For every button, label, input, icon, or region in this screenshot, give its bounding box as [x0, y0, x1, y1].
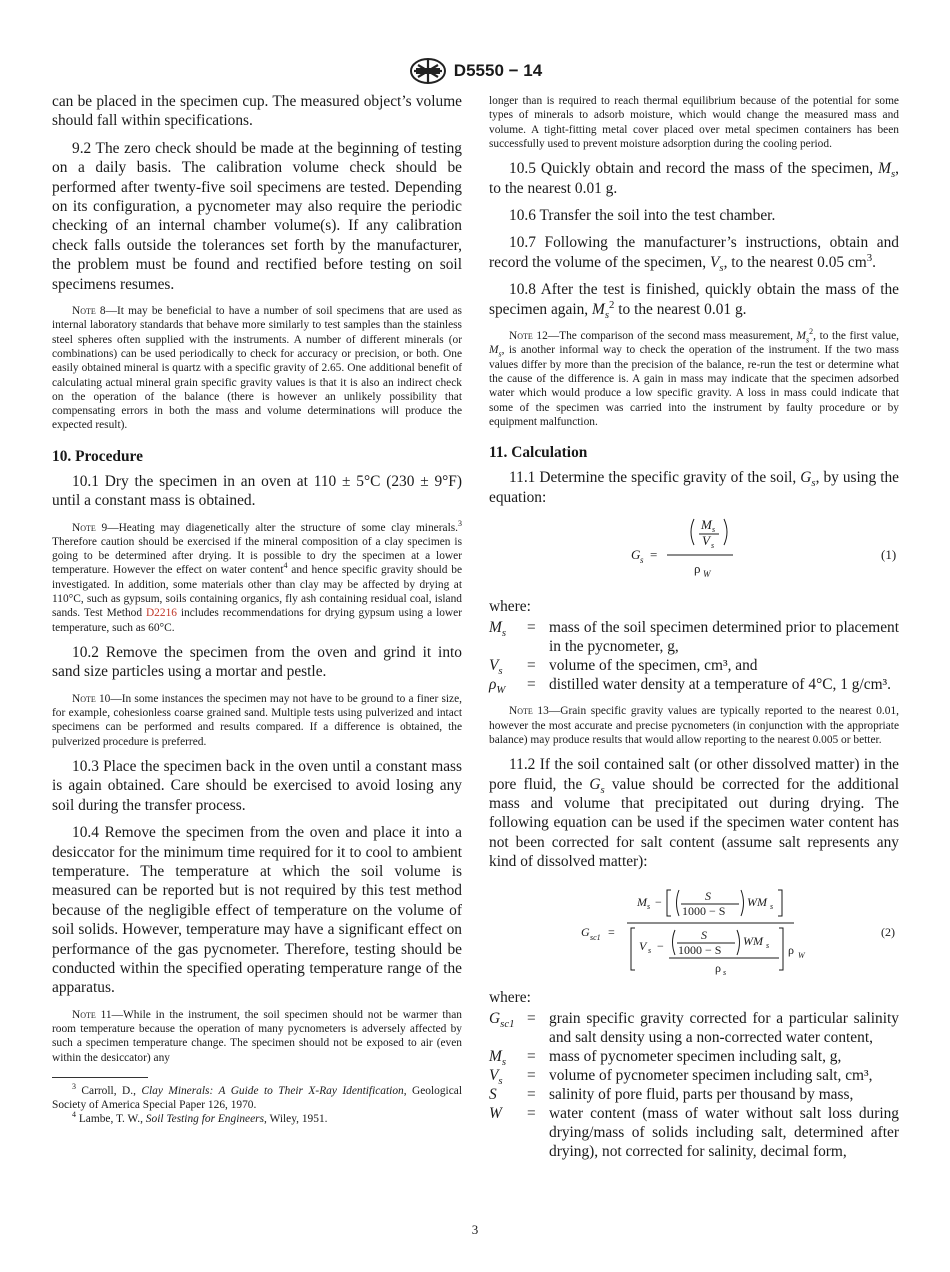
- definition-equals: =: [527, 619, 536, 637]
- paragraph-continued: can be placed in the specimen cup. The measured object’s volume should fall within specifications.: [52, 93, 462, 130]
- definition-text: volume of pycnometer specimen including salt, cm³,: [549, 1067, 873, 1085]
- definition-symbol-main: V: [489, 657, 499, 675]
- eq1-rho: ρ: [694, 560, 701, 576]
- note-12-text-b: , to the first value,: [813, 330, 899, 343]
- eq2-equals: =: [608, 924, 615, 939]
- footnote-4-title: Soil Testing for Engineers: [145, 1112, 265, 1125]
- symbol-M: M: [796, 330, 807, 343]
- equation-2: [489, 878, 899, 982]
- eq2-num-S: S: [705, 888, 711, 903]
- eq1-V-sub: s: [711, 540, 715, 550]
- section-10-8-text-b: to the nearest 0.01 g.: [614, 300, 747, 318]
- definition-text: volume of the specimen, cm³, and: [549, 657, 758, 675]
- definition-equals: =: [527, 1048, 536, 1066]
- section-11-1: [489, 468, 899, 507]
- section-10-3: 10.3 Place the specimen back in the oven until a constant mass is again obtained. Care should be exercised to avoid losing any soil during the transfer process.: [52, 757, 462, 814]
- definition-equals: =: [527, 1010, 536, 1028]
- symbol-G: G: [800, 469, 812, 487]
- note-11: [52, 1008, 462, 1065]
- definition-symbol-sub: s: [498, 1075, 503, 1088]
- section-10-2: 10.2 Remove the specimen from the oven and grind it into sand size particles using a mortar and pestle.: [52, 643, 462, 681]
- eq1-G-sub: s: [640, 554, 644, 565]
- definition-symbol-sub: W: [496, 684, 506, 697]
- section-10-6: 10.6 Transfer the soil into the test chamber.: [509, 207, 776, 224]
- definition-symbol: [489, 1009, 527, 1047]
- section-10-7-text-b: , to the nearest 0.05 cm: [723, 253, 867, 271]
- eq2-num-WM-sub: s: [770, 901, 774, 911]
- definition-symbol-main: S: [489, 1086, 497, 1104]
- section-10-7-text-a: 10.7 Following the manufacturer’s instructions, obtain and record the volume of the specimen,: [489, 234, 899, 271]
- note-13: [489, 704, 899, 747]
- definition-symbol: [489, 1047, 527, 1069]
- note-10-label: Note 10: [72, 692, 111, 705]
- definition-row: [489, 1047, 899, 1066]
- footnote-4: [52, 1112, 462, 1126]
- symbol-sub-s: s: [806, 335, 810, 345]
- eq2-den-V-sub: s: [648, 945, 652, 955]
- eq2-den-WM-sub: s: [766, 940, 770, 950]
- eq2-den-denominator: 1000 − S: [678, 942, 722, 957]
- definition-symbol: [489, 656, 527, 678]
- definition-row: [489, 1085, 899, 1104]
- equation-1-number: (1): [881, 546, 897, 562]
- note-11-text: —While in the instrument, the soil specimen should not be warmer than room temperature because the operation of many pycnometers is adversely affected by such a specimen temperature change. The specimen should not be exposed to air (even within the desiccator) any: [52, 1008, 462, 1064]
- section-11-1-text-a: 11.1 Determine the specific gravity of the soil,: [509, 469, 801, 487]
- section-10-5-text-b: , to the nearest 0.01 g.: [489, 160, 899, 197]
- note-10-text: —In some instances the specimen may not have to be ground to a finer size, for example, cohesionless coarse grained sand. Multiple tests using pulverized and intact specimens can be performed and results compared. If a difference is obtained, the pulverized procedure is preferred.: [52, 692, 463, 748]
- equation-1-figure: [489, 513, 899, 591]
- eq2-num-M-sub: s: [647, 901, 651, 911]
- section-10-7: 10.7 Following the manufacturer’s instructions, obtain and record the volume of the specimen, $V_s$, to the nearest 0.05 $cm^3$.: [489, 234, 899, 274]
- eq2-rho-w-sub: W: [798, 950, 805, 960]
- symbol-sub-s: s: [600, 783, 605, 796]
- section-11-2: [489, 755, 899, 871]
- footnote-3-source: , Geological Society of America Special Paper 126, 1970.: [52, 1084, 462, 1111]
- definition-row: [489, 1066, 899, 1085]
- definition-text: grain specific gravity corrected for a particular salinity and salt density using a non-corrected water content,: [549, 1010, 899, 1047]
- definition-equals: =: [527, 1105, 536, 1123]
- note-11-label: Note 11: [72, 1008, 112, 1021]
- symbol-definitions-2: [489, 1009, 899, 1161]
- footnote-4-number: 4: [72, 1110, 76, 1120]
- equation-2-figure: [489, 878, 899, 982]
- symbol-G: G: [589, 775, 601, 793]
- note-8: [52, 304, 462, 433]
- note-9-label: Note 9: [72, 521, 108, 534]
- footnote-3: [52, 1084, 462, 1112]
- section-10-8-text-a: 10.8 After the test is finished, quickly obtain the mass of the specimen again,: [489, 281, 899, 318]
- section-9-2: 9.2 The zero check should be made at the beginning of testing on a daily basis. The calibration volume check should be performed after twenty-five soil specimens are tested. Depending on its configuration, a pycnometer may also require the periodic checking of an internal chamber volume(s). If any calibration check falls outside the tolerances set forth by the manufacturer, the problem must be found and rectified before testing on soil specimens resumes.: [52, 139, 462, 293]
- definition-text: water content (mass of water without salt loss during drying/mass of solids including salt, determined after drying), not corrected for salinity, decimal form,: [549, 1105, 899, 1161]
- eq1-rho-sub: W: [703, 568, 711, 579]
- definition-row: [489, 618, 899, 656]
- definition-symbol: [489, 618, 527, 656]
- section-10-8: 10.8 After the test is finished, quickly obtain the mass of the specimen again, $M_s^2$ to the nearest 0.01 g.: [489, 281, 899, 321]
- footnote-divider: [52, 1077, 148, 1078]
- eq1-equals: =: [650, 546, 658, 562]
- definition-text: mass of the soil specimen determined prior to placement in the pycnometer, g,: [549, 619, 899, 656]
- equation-1: [489, 513, 899, 591]
- eq2-den-rho: ρ: [715, 960, 721, 975]
- definition-text: salinity of pore fluid, parts per thousand by mass,: [549, 1086, 854, 1104]
- definition-equals: =: [527, 676, 536, 694]
- definition-symbol-main: V: [489, 1067, 499, 1085]
- symbol-sub-s: s: [890, 168, 896, 181]
- astm-logo-icon: [408, 57, 448, 85]
- section-11-2-text-b: value should be corrected for the additional mass and volume that precipitated out during drying. The following equation can be used if the specimen water content has not been corrected for salt content (assume salt represents any kind of dissolved matter):: [489, 775, 900, 871]
- symbol-definitions-1: [489, 618, 899, 697]
- eq1-M: M: [701, 516, 712, 532]
- eq1-M-sub: s: [712, 524, 716, 534]
- document-id: D5550 − 14: [453, 61, 543, 80]
- footnote-4-source: , Wiley, 1951.: [264, 1112, 328, 1125]
- eq2-den-V: V: [639, 938, 647, 953]
- definition-symbol-main: M: [489, 619, 502, 637]
- footnote-ref-3[interactable]: 3: [458, 518, 462, 528]
- note-12-text-c: , is another informal way to check the operation of the instrument. If the two mass values differ by more than the precision of the balance, re-run the test or determine what the cause of the difference is. A gain in mass may indicate that the specimen adsorbed water which would produce a low specific gravity. A loss in mass could indicate that some of the specimen was carried into the instrument by faulty procedure or by equipment malfunction.: [489, 344, 899, 428]
- note-13-text: —Grain specific gravity values are typically reported to the nearest 0.01, however the most accurate and precise pycnometers (in conjunction with the appropriate balance) may produce results that would allow reporting to the nearest 0.005 or better.: [489, 705, 899, 746]
- symbol-sub-s: s: [719, 261, 724, 274]
- footnote-ref-4[interactable]: 4: [283, 561, 288, 571]
- symbol-V: V: [709, 253, 720, 271]
- definition-symbol-main: W: [489, 1105, 502, 1123]
- footnote-3-number: 3: [72, 1082, 76, 1092]
- definition-text: mass of pycnometer specimen including salt, g,: [549, 1048, 842, 1066]
- symbol-sub-s: s: [604, 308, 610, 321]
- eq2-G-sub: sc1: [590, 932, 601, 942]
- symbol-sub-s: s: [498, 349, 502, 359]
- definition-symbol-sub: s: [498, 665, 503, 678]
- note-9-text-a: —Heating may diagenetically alter the structure of some clay minerals.: [107, 521, 459, 534]
- section-11-2-text-a: 11.2 If the soil contained salt (or other dissolved matter) in the pore fluid, the: [489, 756, 899, 793]
- where-label-2: where:: [489, 988, 531, 1006]
- section-11-1-text-b: , by using the equation:: [489, 469, 900, 506]
- definition-row: [489, 656, 899, 675]
- definition-symbol: [489, 1104, 527, 1161]
- definition-equals: =: [527, 1067, 536, 1085]
- definition-symbol: [489, 675, 527, 697]
- note-9-text-d: includes recommendations for drying gypsum using a lower temperature, such as 60°C.: [52, 607, 462, 634]
- note-12-text-a: —The comparison of the second mass measurement,: [547, 330, 797, 343]
- note-8-text: —It may be beneficial to have a number of soil specimens that are used as internal laboratory standards that behave more similarly to test samples than the stainless steel spheres often supplied with the instruments. A number of different minerals (or combinations) can be used periodically to check for accuracy or precision, or both. One easily obtained mineral is quartz with a specific gravity of 2.65. One additional benefit of calculating actual mineral grain specific gravity values is that it is also an indirect check on the operation of the balance (there is however an unlikely possibility that compensating errors in both the mass and volume determinations will produce the expected result).: [52, 305, 462, 432]
- section-10-5: [489, 159, 899, 198]
- eq2-rho-w: ρ: [788, 942, 794, 957]
- definition-row: [489, 675, 899, 694]
- section-10-5-text-a: 10.5 Quickly obtain and record the mass of the specimen,: [509, 160, 879, 178]
- eq2-num-M: M: [637, 894, 647, 909]
- definition-symbol: [489, 1085, 527, 1104]
- eq2-den-S: S: [701, 927, 707, 942]
- definition-symbol-main: ρ: [489, 676, 497, 694]
- definition-symbol-main: M: [489, 1048, 502, 1066]
- equation-2-number: (2): [881, 924, 895, 939]
- symbol-M: M: [878, 160, 891, 178]
- eq1-V: V: [702, 532, 710, 548]
- eq2-den-rho-sub: s: [723, 967, 727, 977]
- symbol-M: M: [489, 344, 499, 357]
- eq2-num-minus: −: [655, 894, 662, 909]
- note-9: [52, 518, 462, 635]
- note-12-label: Note 12: [509, 330, 548, 343]
- definition-equals: =: [527, 1086, 536, 1104]
- note-12: Note 12—The comparison of the second mass measurement, $M_s^2$, to the first value, $M_s$, is another informal way to check the operation of the instrument. If the two mass values differ by more than the precision of the balance, re-run the test or determine what the cause of the difference is. A gain in mass may indicate that the specimen adsorbed water which would produce a low specific gravity. A loss in mass could indicate that some of the specimen was carried into the instrument by faulty procedure or by equipment malfunction.: [489, 327, 899, 428]
- definition-row: [489, 1104, 899, 1161]
- left-column: [52, 92, 462, 1126]
- definition-symbol-sub: sc1: [500, 1018, 515, 1031]
- note-9-text-b: Therefore caution should be exercised if the mineral composition of a clay specimen is going to be determined after drying. It is possible to dry the specimen at a lower temperature. However the effect on water content: [52, 535, 462, 577]
- note-8-label: Note 8: [72, 305, 106, 318]
- eq2-num-WM: WM: [747, 894, 767, 909]
- heading-calculation: 11. Calculation: [489, 444, 588, 462]
- footnote-3-title: Clay Minerals: A Guide to Their X-Ray Identification: [141, 1084, 404, 1097]
- symbol-M: M: [592, 300, 605, 318]
- eq2-num-denominator: 1000 − S: [682, 903, 726, 918]
- eq2-G: G: [581, 924, 590, 939]
- link-d2216[interactable]: D2216: [145, 607, 177, 620]
- footnote-3-author: Carroll, D.,: [75, 1084, 142, 1097]
- section-10-1: 10.1 Dry the specimen in an oven at 110 ± 5°C (230 ± 9°F) until a constant mass is obtained.: [52, 472, 462, 510]
- note-11-continued: longer than is required to reach thermal equilibrium because of the potential for some types of minerals to adsorb moisture, which would change the measured mass and volume. A tight-fitting metal cover placed over metal specimen containers has been successfully used to prevent moisture adsorption during the cooling period.: [489, 95, 899, 150]
- section-10-4: 10.4 Remove the specimen from the oven and place it into a desiccator for the minimum time required for it to cool to ambient temperature. The temperature at which the soil volume is measured can be reported but is not required by this test method because of the negligible effect of temperature on the volume of soil solids. However, temperature may have a significant effect on performance of the gas pycnometer. Therefore, testing should be conducted within the specified operating temperature range of the apparatus.: [52, 824, 462, 997]
- note-13-label: Note 13: [509, 705, 549, 718]
- definition-text: distilled water density at a temperature of 4°C, 1 g/cm³.: [549, 676, 891, 694]
- definition-symbol-main: G: [489, 1010, 501, 1028]
- footnote-4-author: Lambe, T. W.,: [75, 1112, 146, 1125]
- heading-procedure: 10. Procedure: [52, 447, 143, 465]
- eq2-den-WM: WM: [743, 933, 763, 948]
- definition-symbol: [489, 1066, 527, 1088]
- right-column: [489, 92, 899, 1161]
- definition-symbol-sub: s: [501, 1056, 507, 1069]
- symbol-sub-s: s: [811, 477, 816, 490]
- definition-equals: =: [527, 657, 536, 675]
- page-header: [0, 56, 950, 86]
- eq1-G: G: [631, 546, 641, 562]
- definition-row: [489, 1009, 899, 1047]
- page-number: 3: [471, 1222, 479, 1237]
- where-label-1: where:: [489, 597, 531, 615]
- note-9-text-c: and hence specific gravity should be investigated. In addition, some materials other than clay may be affected by drying at 110°C, such as gypsum, soils containing organics, fly ash containing residual coal, island sands. Test Method: [52, 564, 462, 620]
- note-10: [52, 692, 462, 749]
- definition-symbol-sub: s: [501, 627, 507, 640]
- eq2-den-minus: −: [657, 938, 664, 953]
